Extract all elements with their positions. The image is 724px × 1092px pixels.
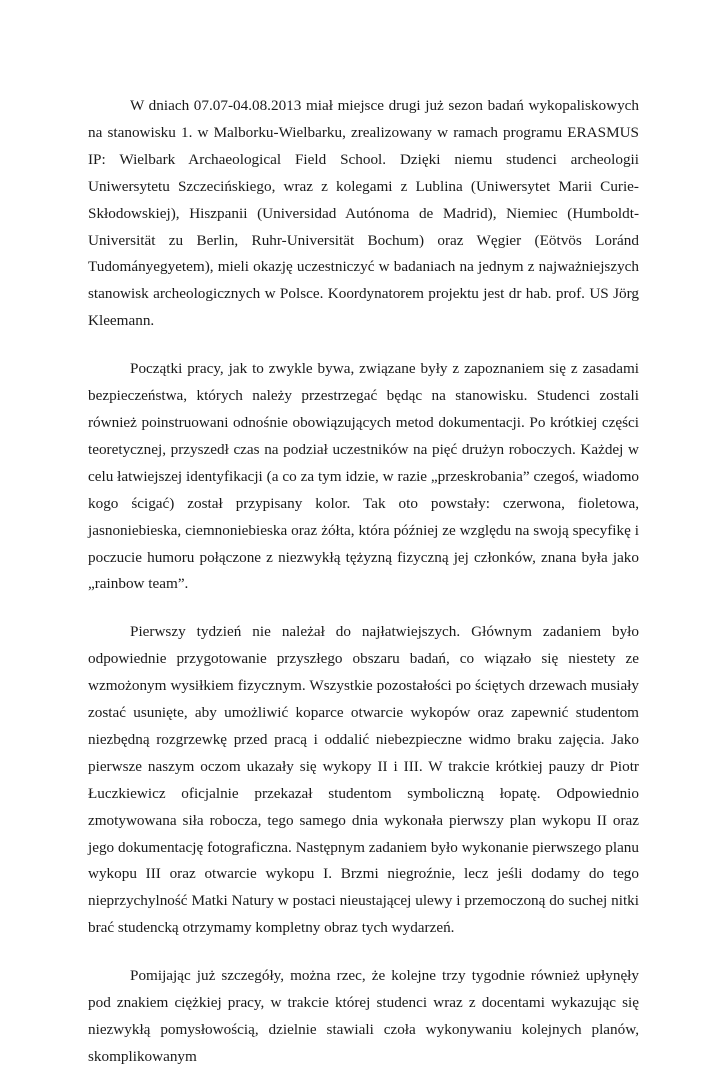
paragraph-3: Pierwszy tydzień nie należał do najłatwiejszych. Głównym zadaniem było odpowiednie przygotowanie przyszłego obszaru badań, co wiązało się niestety ze wzmożonym wysiłkiem fizycznym. Wszystkie pozostałości po ściętych drzewach musiały zostać usunięte, aby umożliwić koparce otwarcie wykopów oraz zapewnić studentom niezbędną rozgrzewkę przed pracą i oddalić niebezpieczne widmo braku zajęcia. Jako pierwsze naszym oczom ukazały się wykopy II i III. W trakcie krótkiej pauzy dr Piotr Łuczkiewicz oficjalnie przekazał studentom symboliczną łopatę. Odpowiednio zmotywowana siła robocza, tego samego dnia wykonała pierwszy plan wykopu II oraz jego dokumentację fotograficzna. Następnym zadaniem było wykonanie pierwszego planu wykopu III oraz otwarcie wykopu I. Brzmi niegroźnie, lecz jeśli dodamy do tego nieprzychylność Matki Natury w postaci nieustającej ulewy i przemoczoną do suchej nitki brać studencką otrzymamy kompletny obraz tych wydarzeń.	[88, 623, 639, 937]
paragraph-1: W dniach 07.07-04.08.2013 miał miejsce drugi już sezon badań wykopaliskowych na stanowisku 1. w Malborku-Wielbarku, zrealizowany w ramach programu ERASMUS IP: Wielbark Archaeological Field School. Dzięki niemu studenci archeologii Uniwersytetu Szczecińskiego, wraz z kolegami z Lublina (Uniwersytet Marii Curie-Skłodowskiej), Hiszpanii (Universidad Autónoma de Madrid), Niemiec (Humboldt-Universität zu Berlin, Ruhr-Universität Bochum) oraz Węgier (Eötvös Loránd Tudományegyetem), mieli okazję uczestniczyć w badaniach na jednym z najważniejszych stanowisk archeologicznych w Polsce. Koordynatorem projektu jest dr hab. prof. US Jörg Kleemann.	[88, 97, 639, 330]
paragraph-2: Początki pracy, jak to zwykle bywa, związane były z zapoznaniem się z zasadami bezpieczeństwa, których należy przestrzegać będąc na stanowisku. Studenci zostali również poinstruowani odnośnie obowiązujących metod dokumentacji. Po krótkiej części teoretycznej, przyszedł czas na podział uczestników na pięć drużyn roboczych. Każdej w celu łatwiejszej identyfikacji (a co za tym idzie, w razie „przeskrobania” czegoś, wiadomo kogo ścigać) został przypisany kolor. Tak oto powstały: czerwona, fioletowa, jasnoniebieska, ciemnoniebieska oraz żółta, która później ze względu na swoją specyfikę i poczucie humoru połączone z niezwykłą tężyzną fizyczną jej członków, znana była jako „rainbow team”.	[88, 360, 639, 593]
paragraph-4: Pomijając już szczegóły, można rzec, że kolejne trzy tygodnie również upłynęły pod znakiem ciężkiej pracy, w trakcie której studenci wraz z docentami wykazując się niezwykłą pomysłowością, dzielnie stawiali czoła wykonywaniu kolejnych planów, skomplikowanym	[88, 967, 639, 1065]
document-page	[88, 93, 639, 1092]
